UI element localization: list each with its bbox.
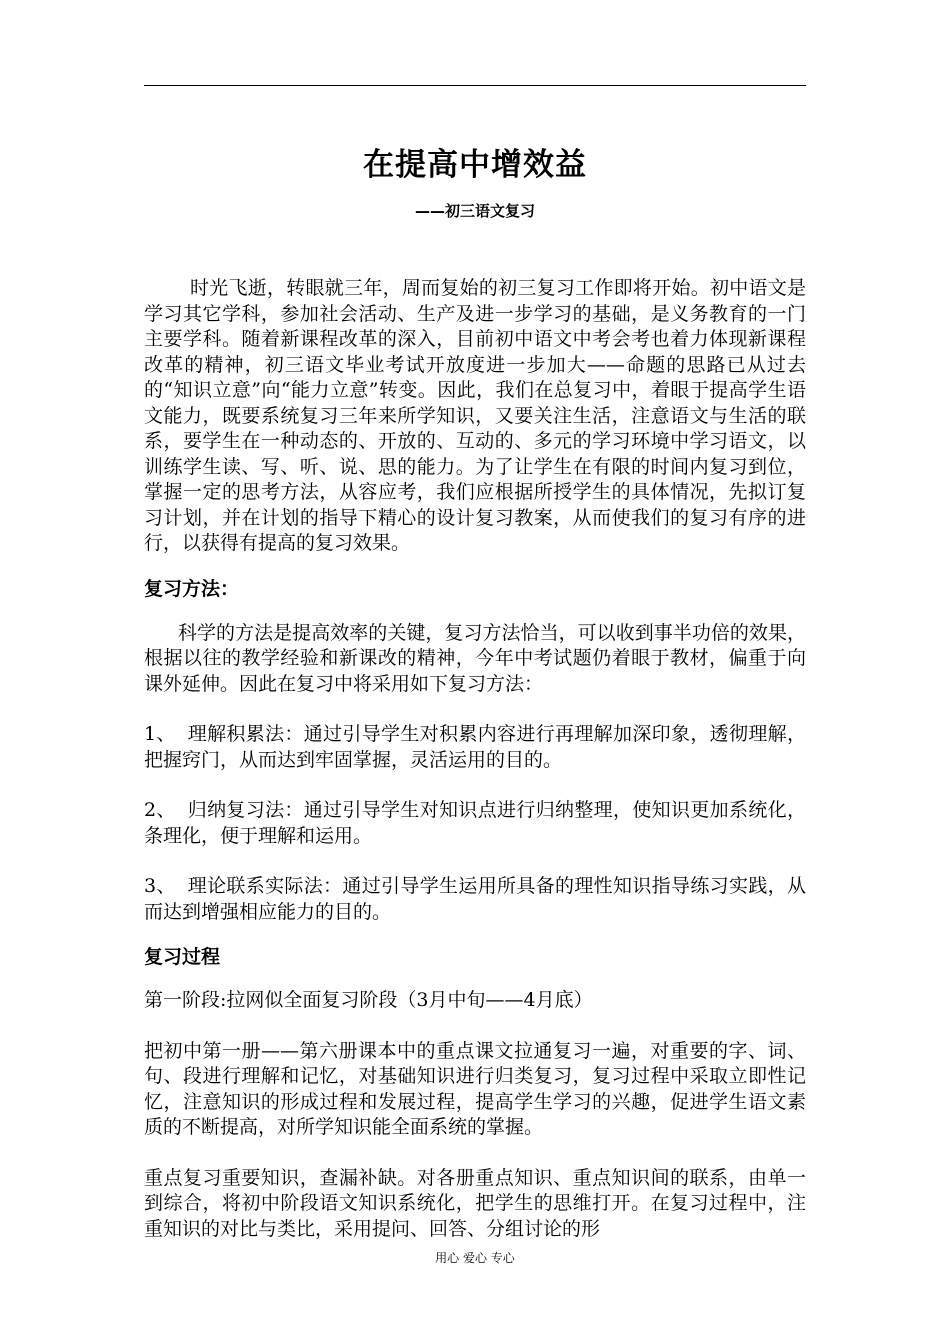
stage-paragraph: 把初中第一册——第六册课本中的重点课文拉通复习一遍，对重要的字、词、句、段进行理解和记忆，对基础知识进行归类复习，复习过程中采取立即性记忆，注意知识的形成过程和发展过程，提高学生学习的兴趣，促进学生语文素质的不断提高，对所学知识能全面系统的掌握。 — [144, 1039, 806, 1138]
method-item-text: 理论联系实际法：通过引导学生运用所具备的理性知识指导练习实践，从而达到增强相应能力的目的。 — [144, 875, 806, 923]
stage-title: 第一阶段:拉网似全面复习阶段（3月中旬——4月底） — [144, 989, 593, 1011]
document-title: 在提高中增效益 — [363, 147, 587, 183]
method-item-text: 归纳复习法：通过引导学生对知识点进行归纳整理，使知识更加系统化，条理化，便于理解和运用。 — [144, 799, 806, 847]
intro-paragraph: 时光飞逝，转眼就三年，周而复始的初三复习工作即将开始。初中语文是学习其它学科，参加社会活动、生产及进一步学习的基础，是义务教育的一门主要学科。随着新课程改革的深入，目前初中语文中考会考也着力体现新课程改革的精神，初三语文毕业考试开放度进一步加大——命题的思路已从过去的“知识立意”向“能力立意”转变。因此，我们在总复习中，着眼于提高学生语文能力，既要系统复习三年来所学知识，又要关注生活，注意语文与生活的联系，要学生在一种动态的、开放的、互动的、多元的学习环境中学习语文，以训练学生读、写、听、说、思的能力。为了让学生在有限的时间内复习到位，掌握一定的思考方法，从容应考，我们应根据所授学生的具体情况，先拟订复习计划，并在计划的指导下精心的设计复习教案，从而使我们的复习有序的进行，以获得有提高的复习效果。 — [144, 277, 806, 554]
method-item-text: 理解积累法：通过引导学生对积累内容进行再理解加深印象，透彻理解，把握窍门，从而达到牢固掌握，灵活运用的目的。 — [144, 723, 806, 771]
methods-intro-paragraph: 科学的方法是提高效率的关键，复习方法恰当，可以收到事半功倍的效果，根据以往的教学经验和新课改的精神，今年中考试题仍着眼于教材，偏重于向课外延伸。因此在复习中将采用如下复习方法： — [144, 621, 806, 695]
process-heading: 复习过程 — [144, 946, 221, 968]
method-item-number: 1、 — [144, 723, 176, 745]
document-body — [144, 138, 806, 1242]
header-rule — [144, 85, 806, 86]
method-item-number: 2、 — [144, 799, 176, 821]
methods-heading: 复习方法： — [144, 577, 240, 600]
method-item-number: 3、 — [144, 875, 176, 897]
method-item — [144, 798, 806, 849]
document-subtitle: ——初三语文复习 — [414, 202, 535, 220]
stage-paragraph: 重点复习重要知识，查漏补缺。对各册重点知识、重点知识间的联系，由单一到综合，将初中阶段语文知识系统化，把学生的思维打开。在复习过程中，注重知识的对比与类比，采用提问、回答、分组讨论的形 — [144, 1166, 806, 1240]
page-footer: 用心 爱心 专心 — [435, 1251, 515, 1265]
method-item — [144, 722, 806, 773]
method-item — [144, 874, 806, 925]
